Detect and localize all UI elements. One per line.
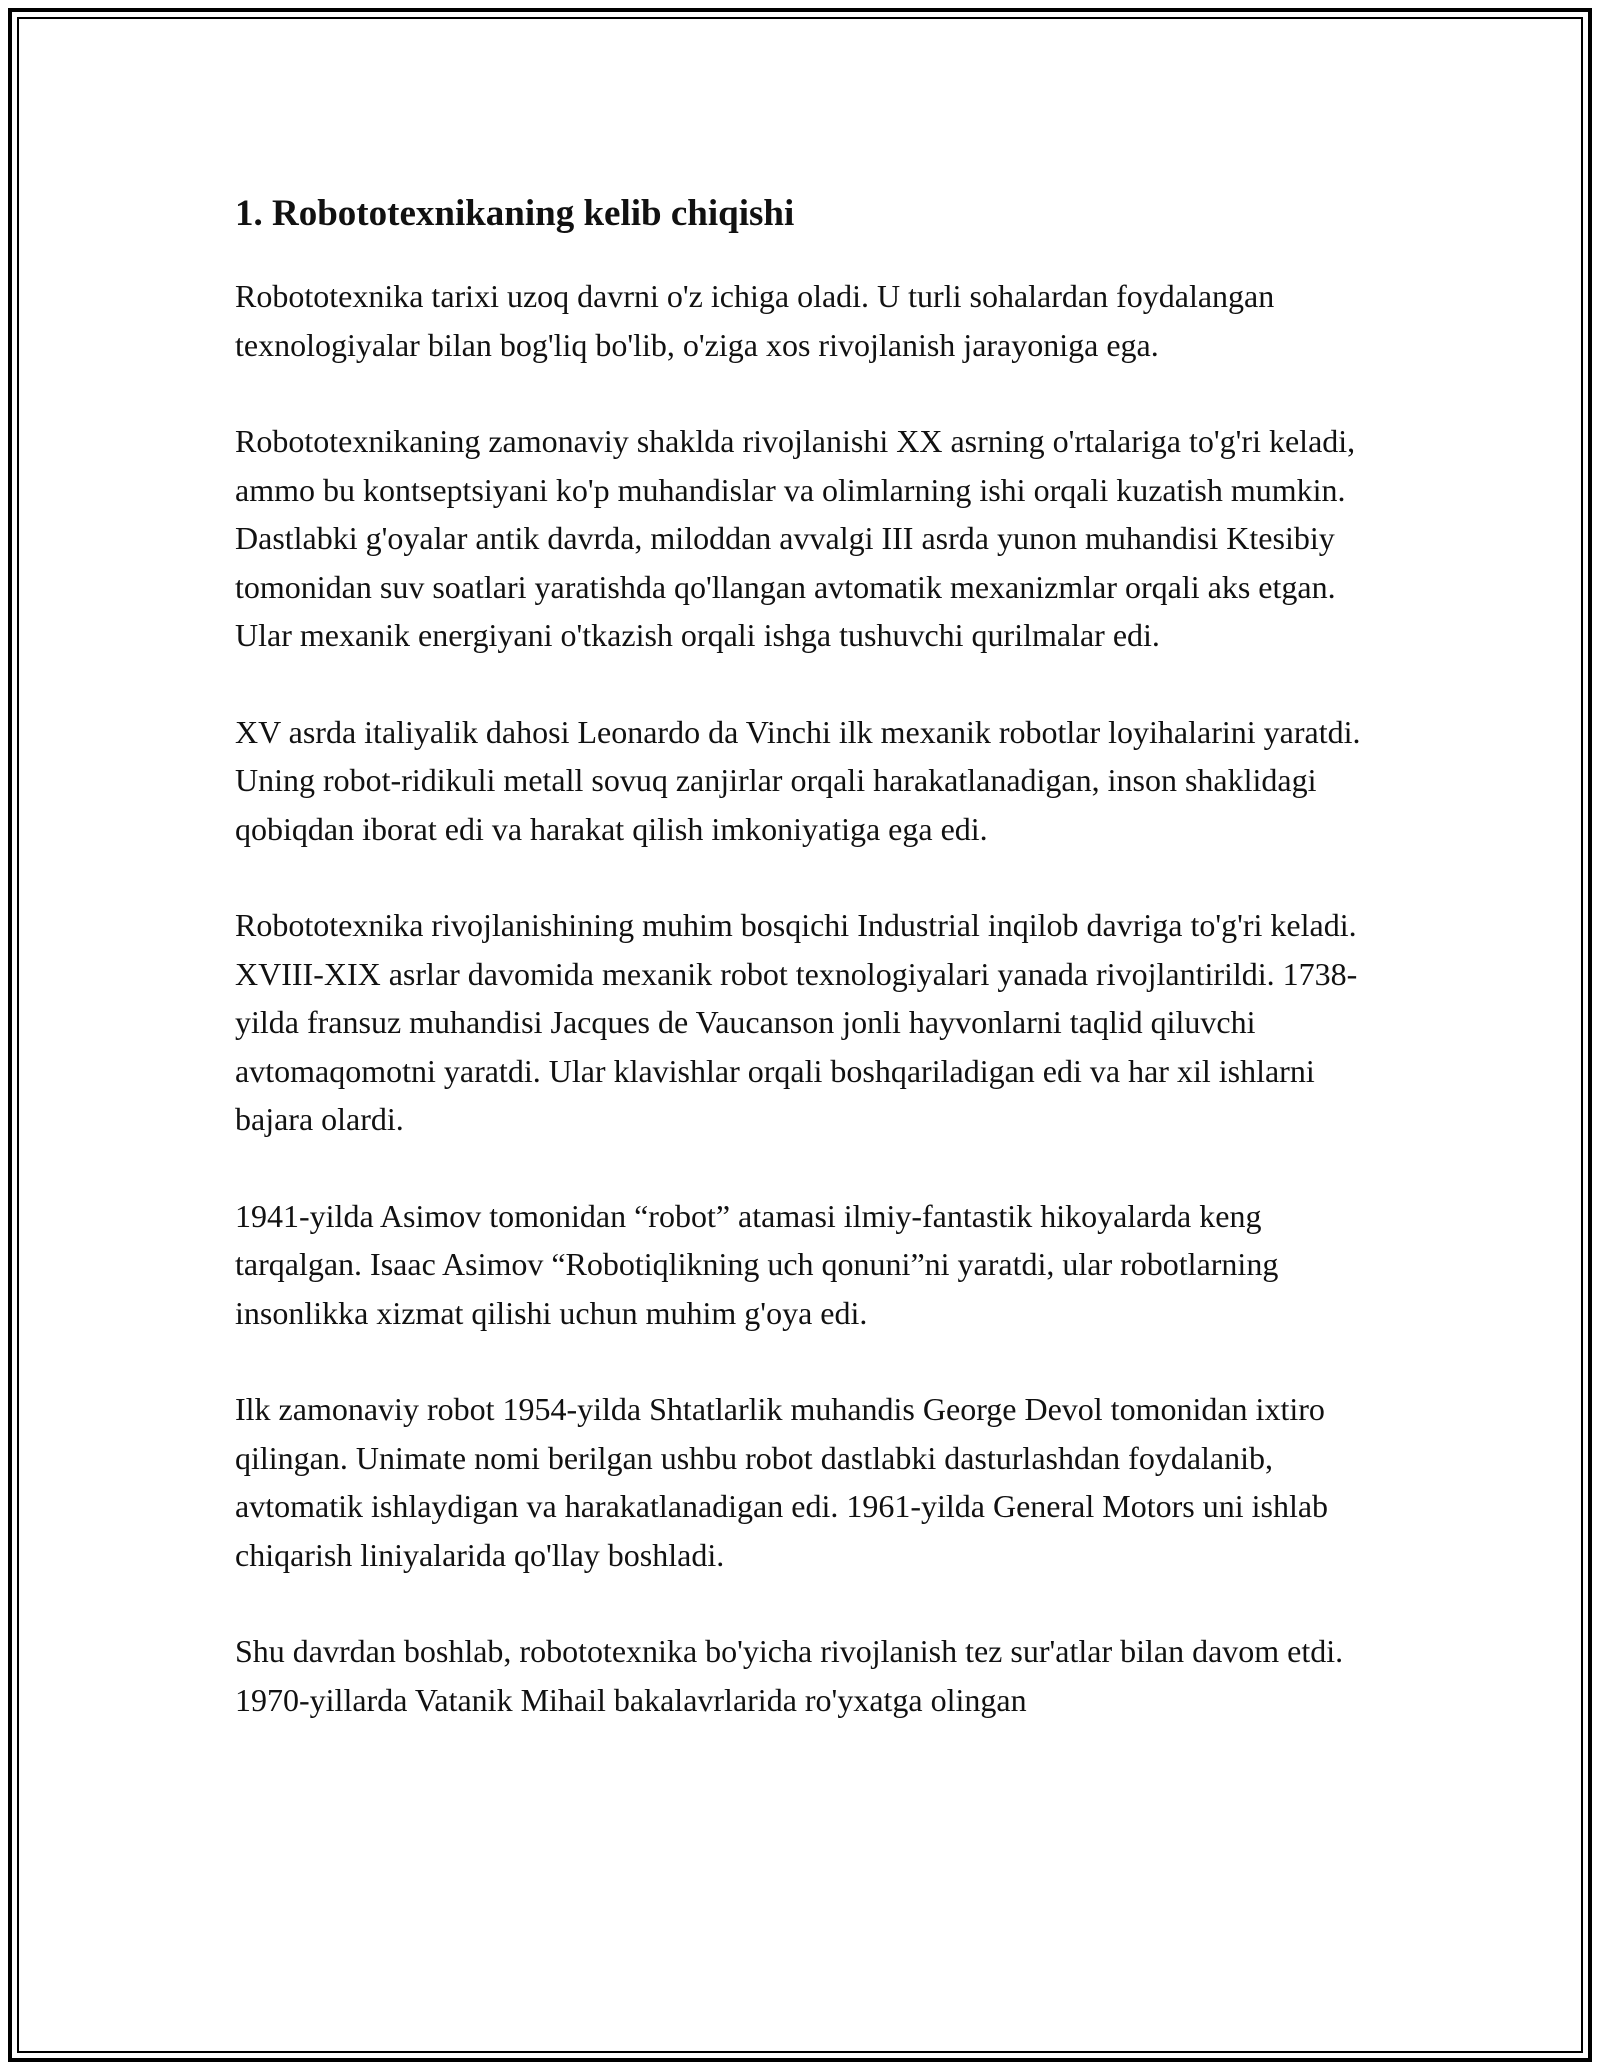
paragraph-modern-development: Robototexnikaning zamonaviy shaklda rivojlanishi XX asrning o'rtalariga to'g'ri keladi, ammo bu kontseptsiyani ko'p muhandislar va olimlarning ishi orqali kuzatish mumkin. Dastlabki g'oyalar antik davrda, miloddan avvalgi III asrda yunon muhandisi Ktesibiy tomonidan suv soatlari yaratishda qo'llangan avtomatik mexanizmlar orqali aks etgan. Ular mexanik energiyani o'tkazish orqali ishga tushuvchi qurilmalar edi. xyxy=(235,423,1356,653)
paragraph-leonardo: XV asrda italiyalik dahosi Leonardo da Vinchi ilk mexanik robotlar loyihalarini yaratdi. Uning robot-ridikuli metall sovuq zanjirlar orqali harakatlanadigan, inson shaklidagi qobiqdan iborat edi va harakat qilish imkoniyatiga ega edi. xyxy=(235,713,1361,847)
paragraph-intro: Robototexnika tarixi uzoq davrni o'z ichiga oladi. U turli sohalardan foydalangan texnologiyalar bilan bog'liq bo'lib, o'ziga xos rivojlanish jarayoniga ega. xyxy=(235,278,1275,363)
document-body xyxy=(235,188,1385,1724)
paragraph-industrial-revolution: Robototexnika rivojlanishining muhim bosqichi Industrial inqilob davriga to'g'ri keladi. XVIII-XIX asrlar davomida mexanik robot texnologiyalari yanada rivojlantirildi. 1738-yilda fransuz muhandisi Jacques de Vaucanson jonli hayvonlarni taqlid qiluvchi avtomaqomotni yaratdi. Ular klavishlar orqali boshqariladigan edi va har xil ishlarni bajara olardi. xyxy=(235,907,1358,1137)
paragraph-unimate: Ilk zamonaviy robot 1954-yilda Shtatlarlik muhandis George Devol tomonidan ixtiro qilingan. Unimate nomi berilgan ushbu robot dastlabki dasturlashdan foydalanib, avtomatik ishlaydigan va harakatlanadigan edi. 1961-yilda General Motors uni ishlab chiqarish liniyalarida qo'llay boshladi. xyxy=(235,1391,1329,1573)
paragraph-continuation: Shu davrdan boshlab, robototexnika bo'yicha rivojlanish tez sur'atlar bilan davom etdi. 1970-yillarda Vatanik Mihail bakalavrlarida ro'yxatga olingan xyxy=(235,1633,1344,1718)
section-heading: 1. Robototexnikaning kelib chiqishi xyxy=(235,193,795,234)
paragraph-asimov: 1941-yilda Asimov tomonidan “robot” atamasi ilmiy-fantastik hikoyalarda keng tarqalgan. Isaac Asimov “Robotiqlikning uch qonuni”ni yaratdi, ular robotlarning insonlikka xizmat qilishi uchun muhim g'oya edi. xyxy=(235,1197,1279,1331)
